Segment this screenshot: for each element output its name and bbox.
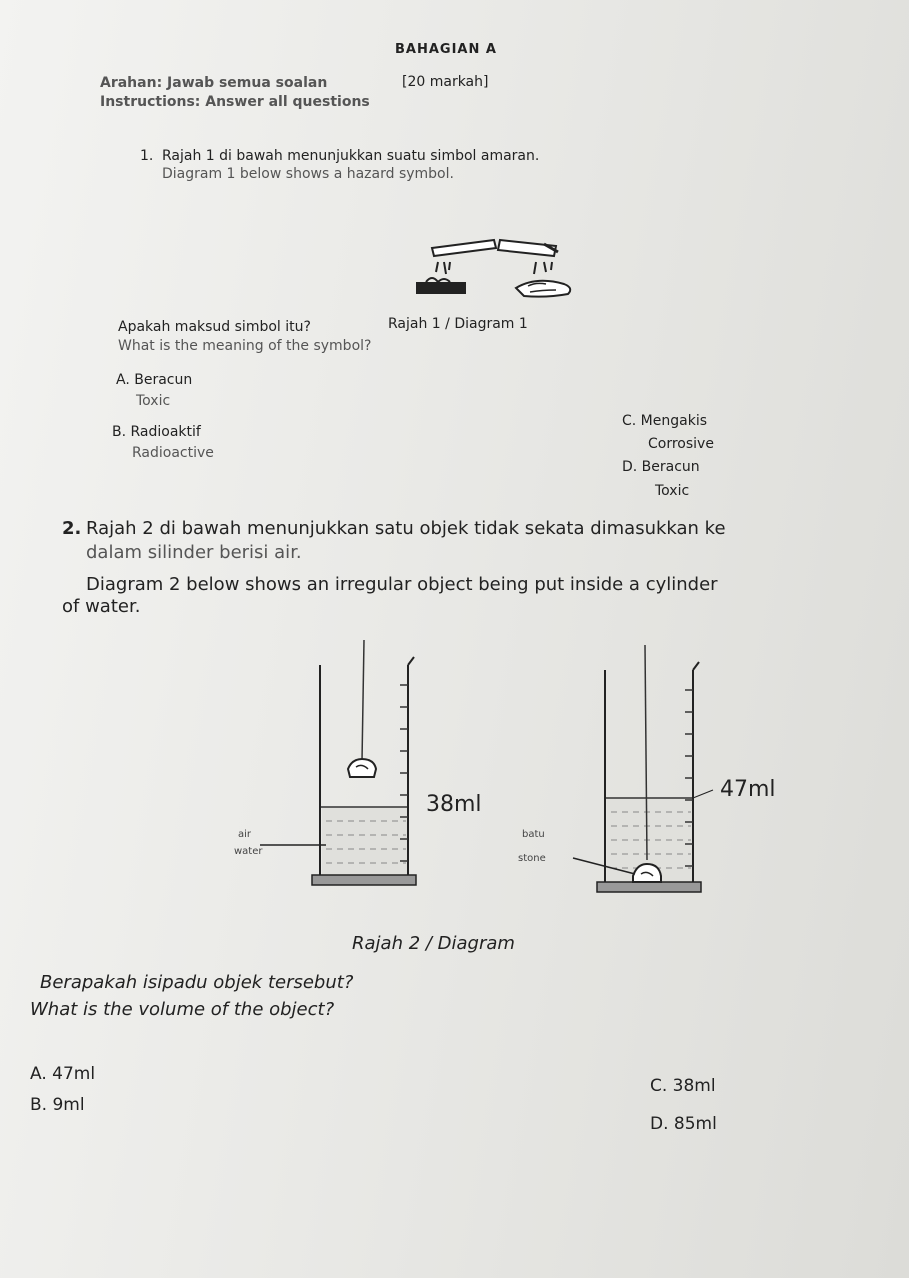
q2-question-malay: Berapakah isipadu objek tersebut?: [40, 972, 354, 993]
q1-option-b-english: Radioactive: [132, 445, 214, 461]
q2-option-b[interactable]: B. 9ml: [30, 1095, 85, 1115]
label-air: air: [238, 829, 252, 840]
q2-stem-malay-2: dalam silinder berisi air.: [86, 542, 302, 563]
section-marks: [20 markah]: [402, 74, 489, 90]
q1-option-d-english: Toxic: [655, 483, 690, 499]
q1-question-english: What is the meaning of the symbol?: [118, 338, 372, 354]
instructions-english: Instructions: Answer all questions: [100, 94, 370, 110]
q1-number: 1.: [140, 148, 154, 164]
q1-option-b-malay[interactable]: B. Radioaktif: [112, 424, 201, 440]
q1-option-a-english: Toxic: [136, 393, 171, 409]
q2-stem-english-1: Diagram 2 below shows an irregular object being put inside a cylinder: [86, 574, 718, 595]
instructions-malay: Arahan: Jawab semua soalan: [100, 75, 328, 91]
q1-question-malay: Apakah maksud simbol itu?: [118, 319, 311, 335]
reading-before: 38ml: [426, 792, 482, 817]
section-title: BAHAGIAN A: [395, 42, 497, 57]
q2-option-d[interactable]: D. 85ml: [650, 1114, 717, 1134]
q2-number: 2.: [62, 518, 82, 539]
label-water: water: [234, 846, 263, 857]
q2-question-english: What is the volume of the object?: [30, 999, 335, 1020]
q1-stem-malay: Rajah 1 di bawah menunjukkan suatu simbol amaran.: [162, 148, 540, 164]
q2-option-c[interactable]: C. 38ml: [650, 1076, 716, 1096]
q1-stem-english: Diagram 1 below shows a hazard symbol.: [162, 166, 454, 182]
label-stone: stone: [518, 853, 546, 864]
q1-option-c-english: Corrosive: [648, 436, 714, 452]
q2-option-a[interactable]: A. 47ml: [30, 1064, 96, 1084]
q1-option-c-malay[interactable]: C. Mengakis: [622, 413, 707, 429]
q1-diagram-caption: Rajah 1 / Diagram 1: [388, 316, 528, 332]
corrosive-hazard-icon: [396, 232, 586, 310]
reading-after: 47ml: [720, 777, 776, 802]
q2-stem-english-2: of water.: [62, 596, 141, 617]
label-batu: batu: [522, 829, 545, 840]
q2-stem-malay-1: Rajah 2 di bawah menunjukkan satu objek tidak sekata dimasukkan ke: [86, 518, 726, 539]
q2-diagram-caption: Rajah 2 / Diagram: [352, 933, 515, 954]
q1-option-d-malay[interactable]: D. Beracun: [622, 459, 700, 475]
q1-option-a-malay[interactable]: A. Beracun: [116, 372, 193, 388]
